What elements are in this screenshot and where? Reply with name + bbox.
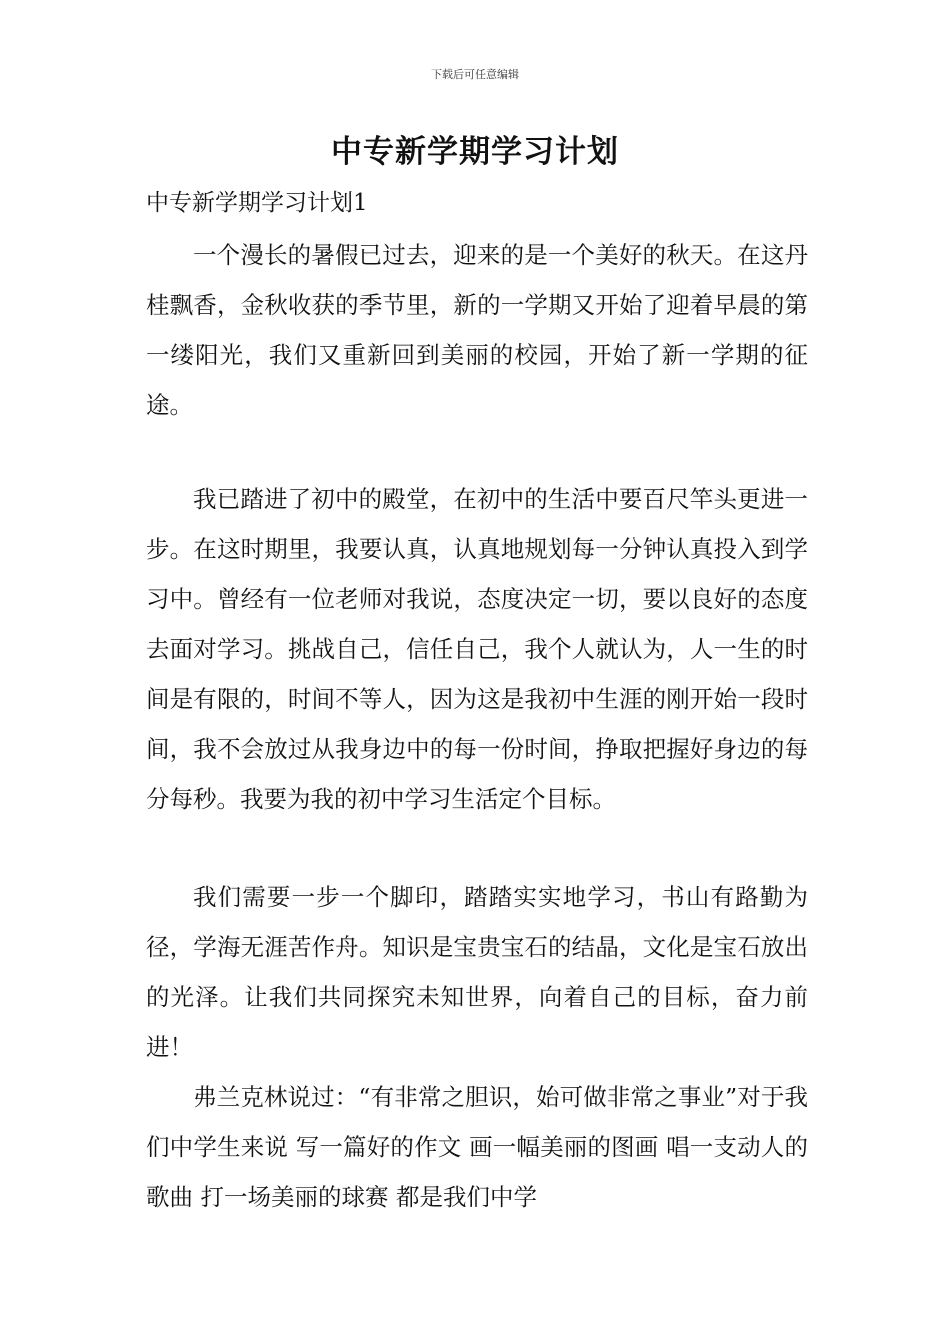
- paragraph-4: 弗兰克林说过：“有非常之胆识，始可做非常之事业”对于我们中学生来说 写一篇好的作文 画一幅美丽的图画 唱一支动人的歌曲 打一场美丽的球赛 都是我们中学: [146, 1083, 808, 1211]
- section-subtitle: 中专新学期学习计划1: [146, 190, 368, 216]
- paragraph-1: 一个漫长的暑假已过去，迎来的是一个美好的秋天。在这丹桂飘香，金秋收获的季节里，新的一学期又开始了迎着早晨的第一缕阳光，我们又重新回到美丽的校园，开始了新一学期的征途。: [146, 241, 808, 419]
- page-title: 中专新学期学习计划: [331, 134, 619, 170]
- paragraph-3: 我们需要一步一个脚印，踏踏实实地学习，书山有路勤为径，学海无涯苦作舟。知识是宝贵宝石的结晶，文化是宝石放出的光泽。让我们共同探究未知世界，向着自己的目标，奋力前进！: [146, 883, 808, 1061]
- paragraph-2: 我已踏进了初中的殿堂，在初中的生活中要百尺竿头更进一步。在这时期里，我要认真，认真地规划每一分钟认真投入到学习中。曾经有一位老师对我说，态度决定一切，要以良好的态度去面对学习。挑战自己，信任自己，我个人就认为，人一生的时间是有限的，时间不等人，因为这是我初中生涯的刚开始一段时间，我不会放过从我身边中的每一份时间，挣取把握好身边的每分每秒。我要为我的初中学习生活定个目标。: [146, 485, 808, 813]
- header-note: 下载后可任意编辑: [431, 68, 519, 81]
